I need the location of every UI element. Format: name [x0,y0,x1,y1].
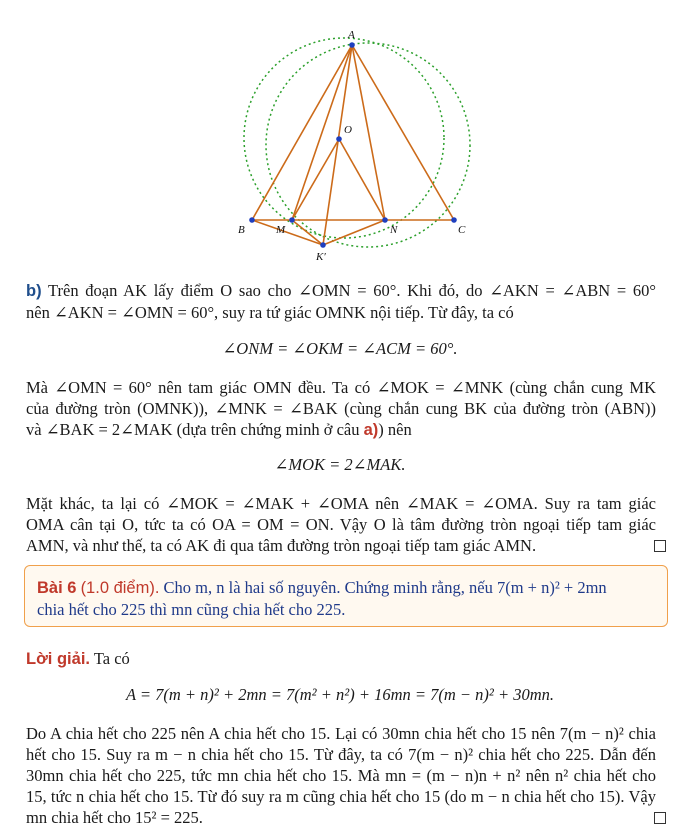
para2-line-3: và ∠BAK = 2∠MAK (dựa trên chứng minh ở câu [26,420,360,439]
part-b-line-2: nên ∠AKN = ∠OMN = 60°, suy ra tứ giác OMNK nội tiếp. Từ đây, ta có [26,303,514,322]
part-b-paragraph-3 [26,493,656,556]
solution-line-1: Do A chia hết cho 225 nên A chia hết cho 15. Lại có 30mn chia hết cho 15 nên 7(m − n)² chia [26,724,656,743]
solution-equation: A = 7(m + n)² + 2mn = 7(m² + n²) + 16mn = 7(m − n)² + 30mn. [125,685,555,704]
problem-6-box [24,565,668,627]
point-c [451,217,457,223]
label-o: O [344,124,352,136]
para3-line-1: Mặt khác, ta lại có ∠MOK = ∠MAK + ∠OMA nên ∠MAK = ∠OMA. Suy ra tam giác [26,494,656,513]
point-n [382,217,388,223]
label-k: K′ [316,251,326,263]
para3-line-3: AMN, và như thế, ta có AK đi qua tâm đường tròn ngoại tiếp tam giác AMN. [26,536,537,555]
solution-paragraph [26,723,656,828]
seg-an [352,45,385,220]
point-o [336,136,342,142]
seg-mk [292,220,323,245]
part-b-label: b) [26,282,42,300]
part-b-paragraph [26,280,656,323]
para3-line-2: OMA cân tại O, tức ta có OA = OM = ON. Vậy O là tâm đường tròn ngoại tiếp tam giác [26,515,656,534]
seg-ab [252,45,352,220]
problem-6-line-2: chia hết cho 225 thì mn cũng chia hết cho 225. [37,600,346,619]
geometry-figure [0,0,680,270]
seg-bk [252,220,323,245]
label-c: C [458,224,466,236]
problem-6-text [37,577,657,620]
problem-6-line-1: Cho m, n là hai số nguyên. Chứng minh rằng, nếu 7(m + n)² + 2mn [163,578,607,597]
qed-box-1 [654,540,666,552]
part-b-line-1: Trên đoạn AK lấy điểm O sao cho ∠OMN = 60°. Khi đó, do ∠AKN = ∠ABN = 60° [48,281,656,300]
solution-line-2: hết cho 15. Suy ra m − n chia hết cho 15. Từ đây, ta có 7(m − n)² chia hết cho 225. Dẫn đến [26,745,656,764]
solution-line-4: 15, tức n chia hết cho 15. Từ đó suy ra m cũng chia hết cho 15 (do m − n chia hết cho 15). Vậy [26,787,656,806]
solution-line-5: mn chia hết cho 15² = 225. [26,808,203,827]
part-b-paragraph-2 [26,377,656,441]
figure-svg [0,0,680,270]
problem-6-points: (1.0 điểm). [80,579,160,597]
label-a: A [348,29,355,41]
para2-line-3-end: ) nên [378,420,412,439]
solution-heading [26,648,656,670]
label-b: B [238,224,245,236]
label-n: N [390,224,398,236]
solution-label: Lời giải. [26,650,90,668]
seg-ac [352,45,454,220]
equation-2: ∠MOK = 2∠MAK. [274,455,406,474]
equation-1: ∠ONM = ∠OKM = ∠ACM = 60°. [222,339,458,358]
point-b [249,217,255,223]
problem-6-title: Bài 6 [37,579,77,597]
solution-line-3: 30mn chia hết cho 225, tức mn chia hết cho 15. Mà mn = (m − n)n + n² nên n² chia hết cho [26,766,656,785]
point-m [289,217,295,223]
label-m: M [276,224,286,236]
point-k [320,242,326,248]
para2-line-1: Mà ∠OMN = 60° nên tam giác OMN đều. Ta có ∠MOK = ∠MNK (cùng chắn cung MK [26,378,656,397]
seg-am [292,45,352,220]
solution-intro: Ta có [93,649,130,668]
seg-ak [323,45,352,245]
qed-box-2 [654,812,666,824]
point-a [349,42,355,48]
seg-nk [323,220,385,245]
para2-line-2: của đường tròn (OMNK)), ∠MNK = ∠BAK (cùng chắn cung BK của đường tròn (ABN)) [26,399,656,418]
ref-part-a: a) [363,421,379,439]
